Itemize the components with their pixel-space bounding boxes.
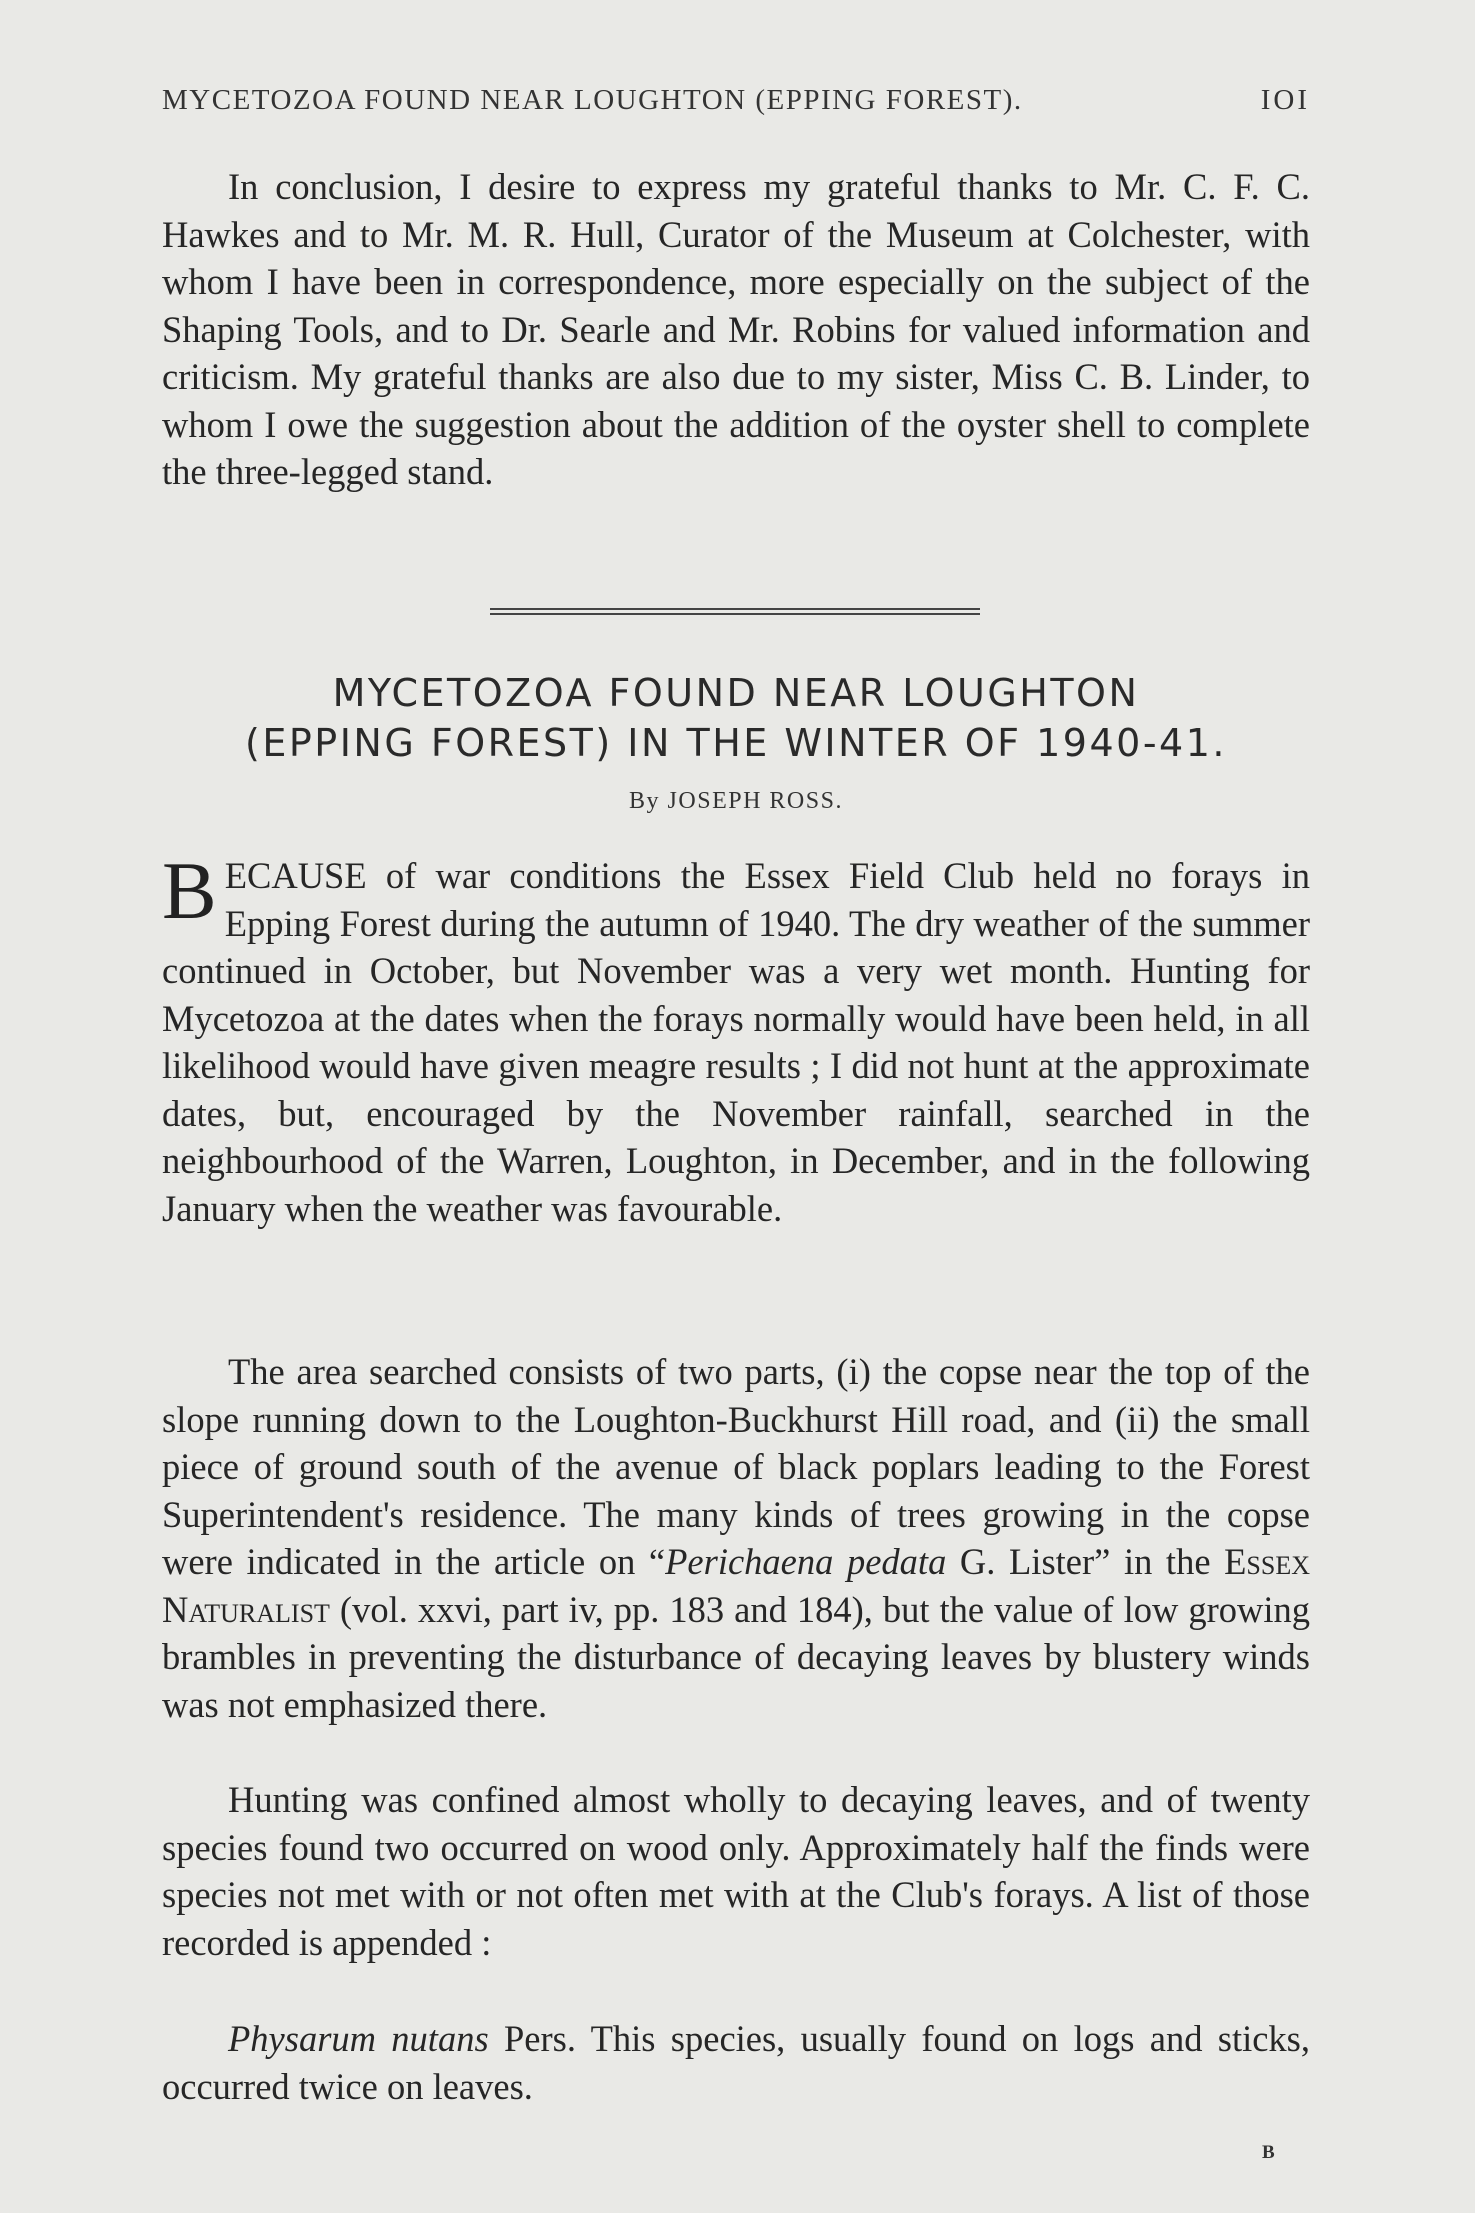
- drop-cap: B: [162, 845, 217, 936]
- article-paragraph-3: Hunting was confined almost wholly to decaying leaves, and of twenty species found two occurred on wood only. Approximately half the finds were species not met with or not often met with at the Club's forays. A list of those recorded is appended :: [162, 1779, 1310, 1963]
- article-title-line-2: (EPPING FOREST) IN THE WINTER OF 1940-41.: [245, 721, 1227, 765]
- article-paragraph-1: [162, 845, 1310, 1232]
- running-head: [162, 84, 1310, 117]
- paragraph-4-text: Pers. This species, usually found on logs and sticks, occurred twice on leaves.: [162, 2018, 1311, 2107]
- species-name-physarum: Physarum nutans: [228, 2018, 489, 2059]
- article-title-line-1: MYCETOZOA FOUND NEAR LOUGHTON: [332, 671, 1140, 715]
- species-name-perichaena: Perichaena pedata: [665, 1541, 947, 1582]
- running-head-title: MYCETOZOA FOUND NEAR LOUGHTON (EPPING FOREST).: [162, 84, 1023, 116]
- paragraph-2-text-b: G. Lister” in the: [946, 1541, 1225, 1582]
- article-paragraph-2: [162, 1348, 1310, 1728]
- signature-mark: B: [1262, 2142, 1276, 2163]
- article-paragraph-4: [162, 2015, 1310, 2110]
- section-divider: [490, 608, 980, 616]
- intro-paragraph: In conclusion, I desire to express my grateful thanks to Mr. C. F. C. Hawkes and to Mr. M. R. Hull, Curator of the Museum at Colchester, with whom I have been in correspondence, more especially on the subject of the Shaping Tools, and to Dr. Searle and Mr. Robins for valued information and criticism. My grateful thanks are also due to my sister, Miss C. B. Linder, to whom I owe the suggestion about the addition of the oyster shell to complete the three-legged stand.: [162, 166, 1310, 492]
- article-byline: By JOSEPH ROSS.: [629, 788, 843, 814]
- paragraph-1-text: ECAUSE of war conditions the Essex Field Club held no forays in Epping Forest during the autumn of 1940. The dry weather of the summer continued in October, but November was a very wet month. Hunting for Mycetozoa at the dates when the forays normally would have been held, in all likelihood would have given meagre results ; I did not hunt at the approximate dates, but, encouraged by the November rainfall, searched in the neighbourhood of the Warren, Loughton, in December, and in the following January when the weather was favourable.: [162, 855, 1310, 1229]
- paragraph-2-text-c: (vol. xxvi, part iv, pp. 183 and 184), but the value of low growing brambles in preventing the disturbance of decaying leaves by blustery winds was not emphasized there.: [162, 1588, 1310, 1725]
- journal-name: Essex Naturalist: [162, 1541, 1310, 1630]
- article-title: [162, 668, 1310, 768]
- paragraph-2-text-a: The area searched consists of two parts, (i) the copse near the top of the slope running down to the Loughton-Buckhurst Hill road, and (ii) the small piece of ground south of the avenue of black poplars leading to the Forest Superintendent's residence. The many kinds of trees growing in the copse were indicated in the article on “: [162, 1351, 1310, 1582]
- page-number: IOI: [1260, 84, 1310, 116]
